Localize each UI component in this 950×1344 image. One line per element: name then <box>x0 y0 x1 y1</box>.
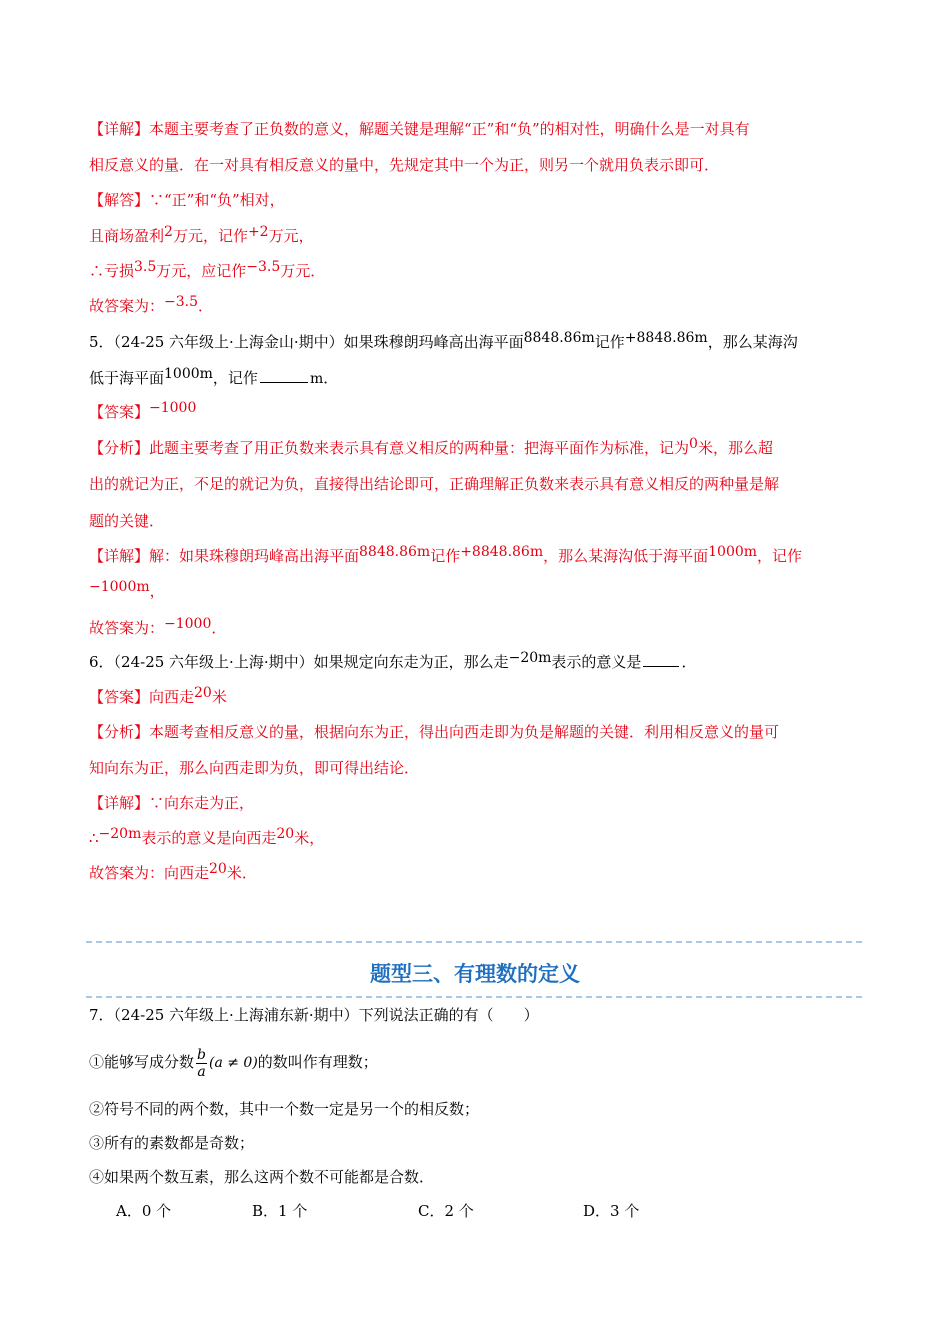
math: +8848.86m <box>624 330 708 346</box>
text: 的数叫作有理数； <box>257 1053 378 1071</box>
fraction <box>196 1047 207 1080</box>
math: −1000m <box>89 579 150 595</box>
text: 【答案】向西走 <box>89 688 195 706</box>
text: 故答案为： <box>89 297 165 315</box>
text: ． <box>211 619 227 637</box>
text: 米 <box>211 688 227 706</box>
detail-line: 【详解】本题主要考查了正负数的意义，解题关键是理解“正”和“负”的相对性，明确什么是一对具有 <box>89 120 750 138</box>
text: 故答案为： <box>89 619 165 637</box>
question-5-analysis: 出的就记为正，不足的就记为负，直接得出结论即可，正确理解正负数来表示具有意义相反的两种量是解 <box>89 475 780 493</box>
option-b: B．1 个 <box>252 1202 308 1220</box>
section-title: 题型三、有理数的定义 <box>370 962 580 986</box>
question-5-analysis: 题的关键． <box>89 512 165 530</box>
text: ∴ <box>89 829 99 847</box>
question-7-statement-4: ④如果两个数互素，那么这两个数不可能都是合数． <box>89 1168 435 1186</box>
math: 2 <box>164 224 173 240</box>
fraction-numerator: b <box>197 1046 206 1063</box>
math: 3.5 <box>134 259 157 275</box>
text: 故答案为：向西走 <box>89 864 210 882</box>
text: ，那么某海沟低于海平面 <box>543 547 709 565</box>
text: 且商场盈利 <box>89 227 165 245</box>
text: ∴亏损 <box>89 262 135 280</box>
math: (a ≠ 0) <box>208 1055 258 1071</box>
text: 米． <box>226 864 257 882</box>
question-6-answer <box>89 687 227 708</box>
text: 5．（24-25 六年级上·上海金山·期中）如果珠穆朗玛峰高出海平面 <box>89 333 524 351</box>
text: 【分析】此题主要考查了用正负数来表示具有意义相反的两种量：把海平面作为标准，记为 <box>89 439 690 457</box>
math: −1000 <box>149 400 197 416</box>
question-6-analysis: 【分析】本题考查相反意义的量，根据向东为正，得出向西走即为负是解题的关键．利用相反意义的量可 <box>89 723 780 741</box>
question-7-statement-1 <box>89 1046 378 1080</box>
option-c: C．2 个 <box>418 1202 474 1220</box>
math: −1000 <box>164 616 212 632</box>
question-6-detail <box>89 828 324 849</box>
math: −20m <box>98 826 142 842</box>
text: 万元，应记作 <box>156 262 247 280</box>
text: ． <box>681 653 697 671</box>
text: ①能够写成分数 <box>89 1053 195 1071</box>
text: ． <box>323 369 339 387</box>
text: 万元， <box>268 227 314 245</box>
text: 6．（24-25 六年级上·上海·期中）如果规定向东走为正，那么走 <box>89 653 509 671</box>
math: 8848.86m <box>359 544 431 560</box>
math: +8848.86m <box>460 544 544 560</box>
question-7-statement-3: ③所有的素数都是奇数； <box>89 1134 255 1152</box>
question-5-answer-line <box>89 618 226 639</box>
text: 万元，记作 <box>172 227 248 245</box>
answer-line <box>89 296 213 317</box>
text: ，那么某海沟 <box>707 333 798 351</box>
text: 米，那么超 <box>697 439 773 457</box>
question-6-answer-line <box>89 863 257 884</box>
question-7-stem: 7．（24-25 六年级上·上海浦东新·期中）下列说法正确的有（ ） <box>89 1006 539 1024</box>
question-6-detail: 【详解】∵向东走为正， <box>89 794 255 812</box>
question-7-statement-2: ②符号不同的两个数，其中一个数一定是另一个的相反数； <box>89 1100 480 1118</box>
question-5-stem <box>89 368 338 389</box>
question-6-analysis: 知向东为正，那么向西走即为负，即可得出结论． <box>89 759 420 777</box>
answer-blank <box>643 652 679 667</box>
question-5-detail <box>89 581 165 602</box>
fraction-denominator: a <box>197 1063 206 1080</box>
text: 记作 <box>430 547 461 565</box>
text: ，记作 <box>212 369 258 387</box>
solution-line: 【解答】∵“正”和“负”相对， <box>89 191 285 209</box>
text: 万元． <box>280 262 326 280</box>
section-divider-bottom <box>86 996 862 998</box>
math: 1000m <box>708 544 758 560</box>
text: ，记作 <box>757 547 803 565</box>
solution-line <box>89 226 314 247</box>
math: 20 <box>276 826 295 842</box>
option-d: D．3 个 <box>583 1202 640 1220</box>
text: 米， <box>294 829 325 847</box>
text: ． <box>198 297 214 315</box>
question-5-detail <box>89 546 802 567</box>
text: 【答案】 <box>89 403 150 421</box>
text: 表示的意义是向西走 <box>141 829 277 847</box>
math: 20 <box>209 861 227 877</box>
math: −20m <box>508 650 552 666</box>
math: 8848.86m <box>523 330 595 346</box>
question-5-answer <box>89 402 196 423</box>
solution-line <box>89 261 325 282</box>
text: 记作 <box>594 333 625 351</box>
math: 1000m <box>164 366 213 382</box>
detail-line: 相反意义的量．在一对具有相反意义的量中，先规定其中一个为正，则另一个就用负表示即可． <box>89 156 720 174</box>
text: 【详解】解：如果珠穆朗玛峰高出海平面 <box>89 547 360 565</box>
question-6-stem <box>89 652 696 673</box>
option-a: A．0 个 <box>116 1202 172 1220</box>
math: +2 <box>247 224 269 240</box>
math: −3.5 <box>246 259 281 275</box>
math: 0 <box>689 436 698 452</box>
math: −3.5 <box>164 294 199 310</box>
math: 20 <box>194 685 212 701</box>
question-5-analysis <box>89 438 773 459</box>
section-divider-top <box>86 941 862 943</box>
math: m <box>309 371 324 387</box>
text: 表示的意义是 <box>551 653 642 671</box>
answer-blank <box>260 368 308 383</box>
text: 低于海平面 <box>89 369 165 387</box>
question-5-stem <box>89 332 798 353</box>
text: ， <box>149 582 165 600</box>
